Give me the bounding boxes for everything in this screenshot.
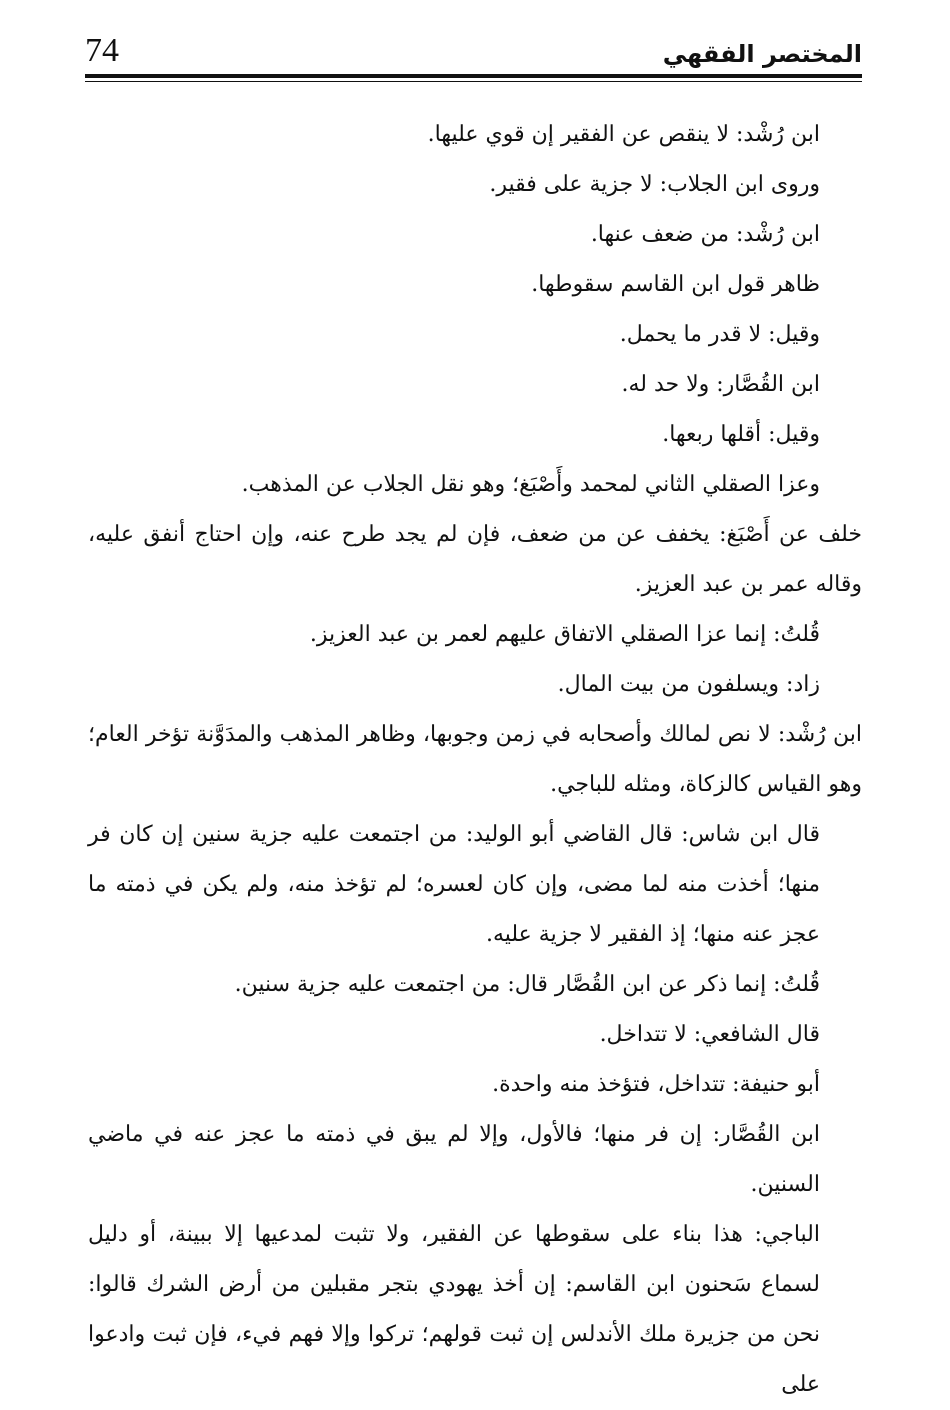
paragraph: زاد: ويسلفون من بيت المال. bbox=[557, 672, 820, 697]
header-rule-thick bbox=[85, 74, 862, 78]
page-header bbox=[85, 30, 862, 78]
paragraph: وقيل: أقلها ربعها. bbox=[662, 422, 820, 447]
paragraph: قال الشافعي: لا تتداخل. bbox=[599, 1022, 820, 1047]
book-title: المختصر الفقهي bbox=[662, 40, 862, 68]
paragraph: ابن رُشْد: من ضعف عنها. bbox=[590, 222, 820, 247]
page-body bbox=[88, 110, 862, 1410]
paragraph: وقيل: لا قدر ما يحمل. bbox=[619, 322, 820, 347]
page-number: 74 bbox=[85, 32, 119, 69]
paragraph: ابن رُشْد: لا نص لمالك وأصحابه في زمن وجوبها، وظاهر المذهب والمدَوَّنة تؤخر العام؛ وهو القياس كالزكاة، ومثله للباجي. bbox=[88, 722, 862, 797]
paragraph: قال ابن شاس: قال القاضي أبو الوليد: من اجتمعت عليه جزية سنين إن كان فر منها؛ أخذت منه لما مضى، وإن كان لعسره؛ لم تؤخذ منه، ولم يكن في ذمته ما عجز عنه منها؛ إذ الفقير لا جزية عليه. bbox=[88, 822, 820, 947]
paragraph: ابن القُصَّار: ولا حد له. bbox=[621, 372, 820, 397]
header-rule-thin bbox=[85, 81, 862, 82]
paragraph: ابن القُصَّار: إن فر منها؛ فالأول، وإلا لم يبق في ذمته ما عجز عنه في ماضي السنين. bbox=[88, 1122, 820, 1197]
paragraph: ظاهر قول ابن القاسم سقوطها. bbox=[531, 272, 820, 297]
paragraph: خلف عن أَصْبَغ: يخفف عن من ضعف، فإن لم يجد طرح عنه، وإن احتاج أنفق عليه، وقاله عمر بن عبد العزيز. bbox=[88, 522, 863, 597]
paragraph: وروى ابن الجلاب: لا جزية على فقير. bbox=[489, 172, 820, 197]
paragraph: قُلتُ: إنما ذكر عن ابن القُصَّار قال: من اجتمعت عليه جزية سنين. bbox=[234, 972, 820, 997]
paragraph: قُلتُ: إنما عزا الصقلي الاتفاق عليهم لعمر بن عبد العزيز. bbox=[309, 622, 820, 647]
paragraph: وعزا الصقلي الثاني لمحمد وأَصْبَغ؛ وهو نقل الجلاب عن المذهب. bbox=[241, 472, 820, 497]
paragraph: ابن رُشْد: لا ينقص عن الفقير إن قوي عليها. bbox=[427, 122, 820, 147]
paragraph: الباجي: هذا بناء على سقوطها عن الفقير، ولا تثبت لمدعيها إلا ببينة، أو دليل لسماع سَحنون ابن القاسم: إن أخذ يهودي بتجر مقبلين من أرض الشرك قالوا: نحن من جزيرة ملك الأندلس إن ثبت قولهم؛ تركوا وإلا فهم فيء، فإن ثبت وادعوا على bbox=[88, 1222, 820, 1397]
paragraph: أبو حنيفة: تتداخل، فتؤخذ منه واحدة. bbox=[492, 1072, 820, 1097]
